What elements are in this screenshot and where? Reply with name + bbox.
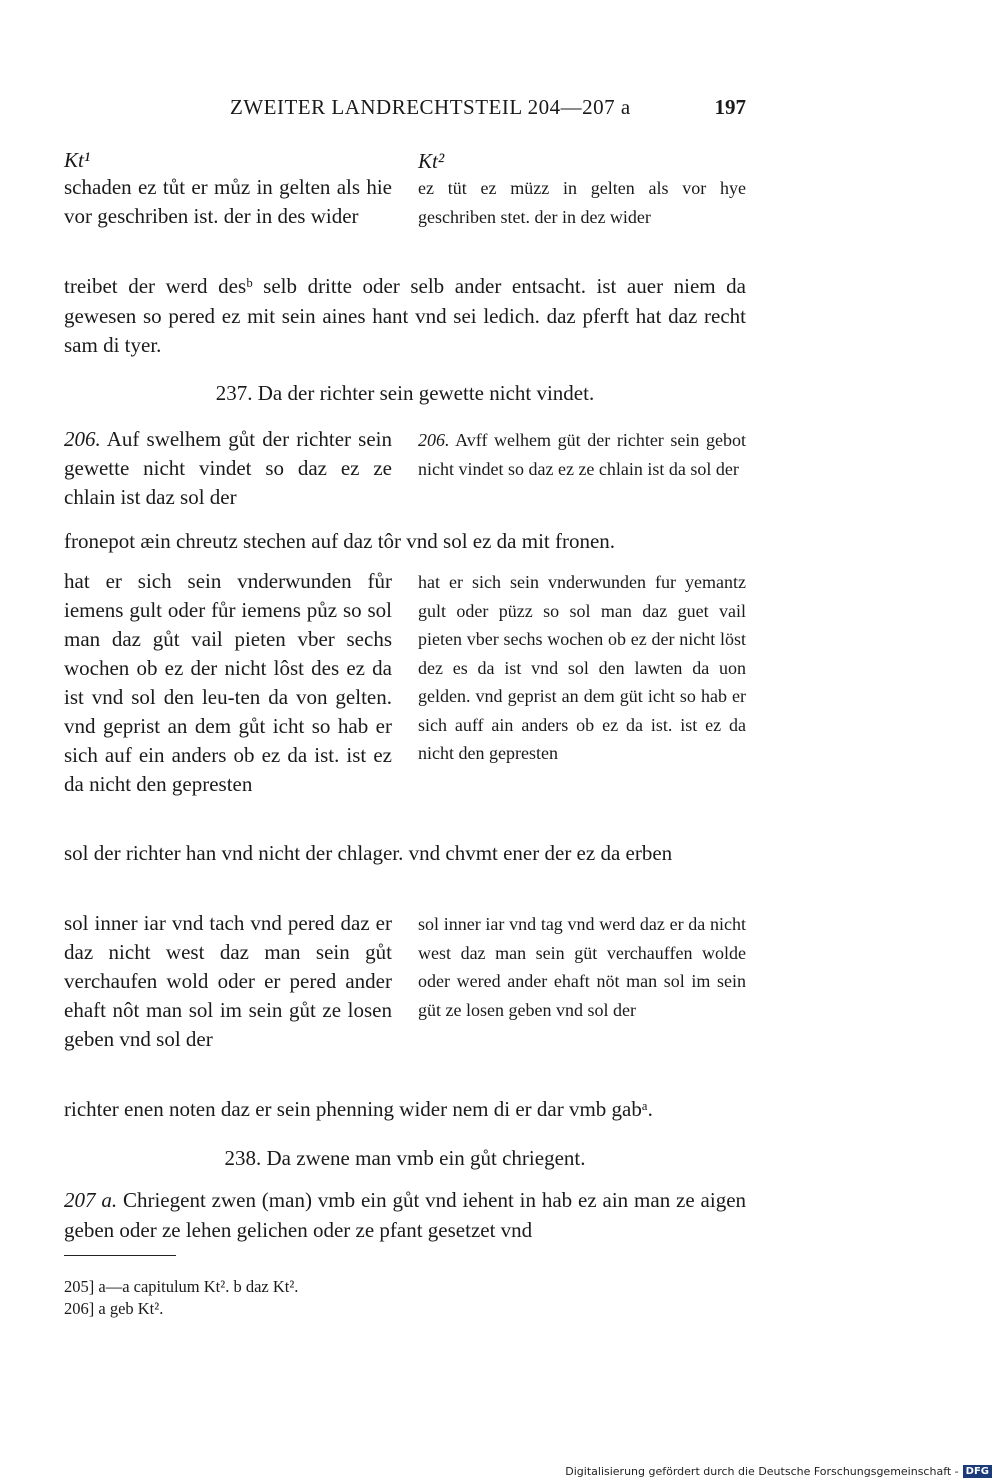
shared-paragraph: treibet der werd desᵇ selb dritte oder selb ander entsacht. ist auer niem da gewesen so pered ez mit sein aines hant vnd sei ledich. daz pferft hat daz recht sam di tyer. bbox=[64, 274, 746, 357]
kt1-text: schaden ez tůt er můz in gelten als hie vor geschriben ist. der in des wider bbox=[64, 175, 392, 228]
kt2-text: hat er sich sein vnderwunden fur yemantz gult oder püzz so sol man daz guet vail pieten vber sechs wochen ob ez der nicht löst dez es da ist vnd sol den lawten da uon gelden. vnd geprist an dem güt icht so hab er sich auff ain anders ob ez da ist. ist ez da nicht den gepresten bbox=[418, 572, 746, 763]
section-heading-237: 237. Da der richter sein gewette nicht vindet. bbox=[215, 381, 595, 405]
kt1-text: hat er sich sein vnderwunden fůr iemens gult oder fůr iemens půz so sol man daz gůt vail pieten vber sechs wochen ob ez der nicht lôst des ez da ist vnd sol den leu-ten da von gelten. vnd geprist an dem gůt icht so hab er sich auf ein anders ob ez da ist. ist ez da nicht den gepresten bbox=[64, 569, 392, 796]
running-title: ZWEITER LANDRECHTSTEIL 204—207 a bbox=[230, 95, 631, 119]
kt2-passage: Avff welhem güt der richter sein gebot nicht vindet so daz ez ze chlain ist da sol der bbox=[418, 430, 746, 479]
kt2-text bbox=[418, 425, 746, 512]
running-header bbox=[64, 95, 746, 127]
parallel-block-3 bbox=[64, 567, 746, 799]
kt1-passage: Auf swelhem gůt der richter sein gewette nicht vindet so daz ez ze chlain ist daz sol der bbox=[64, 427, 392, 509]
article-number: 206. bbox=[64, 427, 101, 451]
shared-paragraph: sol der richter han vnd nicht der chlager. vnd chvmt ener der ez da erben bbox=[64, 841, 673, 865]
page-number: 197 bbox=[714, 95, 746, 119]
kt1-text: sol inner iar vnd tach vnd pered daz er daz nicht west daz man sein gůt verchaufen wold oder er pered ander ehaft nôt man sol im sein gůt ze losen geben vnd sol der bbox=[64, 911, 392, 1051]
kt1-text bbox=[64, 425, 392, 512]
paragraph-text: Chriegent zwen (man) vmb ein gůt vnd iehent in hab ez ain man ze aigen geben oder ze lehen gelichen oder ze pfant gesetzet vnd bbox=[64, 1188, 747, 1242]
parallel-block-1 bbox=[64, 173, 746, 231]
kt2-text: ez tüt ez müzz in gelten als vor hye geschriben stet. der in dez wider bbox=[418, 178, 746, 227]
footnotes bbox=[64, 1276, 298, 1320]
article-number: 206. bbox=[418, 430, 450, 450]
witness-right-label: Kt² bbox=[418, 149, 445, 173]
shared-paragraph bbox=[64, 1186, 746, 1245]
parallel-block-2 bbox=[64, 425, 746, 512]
witness-left-label: Kt¹ bbox=[64, 148, 91, 172]
kt2-text: sol inner iar vnd tag vnd werd daz er da nicht west daz man sein güt verchauffen wolde oder wered ander ehaft nöt man sol im sein güt ze losen geben vnd sol der bbox=[418, 914, 746, 1020]
article-number: 207 a. bbox=[64, 1188, 118, 1212]
shared-paragraph: fronepot æin chreutz stechen auf daz tôr vnd sol ez da mit fronen. bbox=[64, 529, 616, 553]
witness-labels bbox=[64, 146, 746, 176]
footnote-205: 205] a—a capitulum Kt². b daz Kt². bbox=[64, 1277, 299, 1296]
digitization-text: Digitalisierung gefördert durch die Deutsche Forschungsgemeinschaft - bbox=[565, 1465, 959, 1478]
footnote-divider bbox=[64, 1255, 176, 1256]
footnote-206: 206] a geb Kt². bbox=[64, 1299, 164, 1318]
digitization-notice bbox=[565, 1465, 992, 1478]
shared-paragraph: richter enen noten daz er sein phenning wider nem di er dar vmb gabᵃ. bbox=[64, 1097, 653, 1121]
dfg-logo: DFG bbox=[963, 1465, 992, 1478]
parallel-block-4 bbox=[64, 909, 746, 1054]
section-heading-238: 238. Da zwene man vmb ein gůt chriegent. bbox=[224, 1146, 586, 1170]
